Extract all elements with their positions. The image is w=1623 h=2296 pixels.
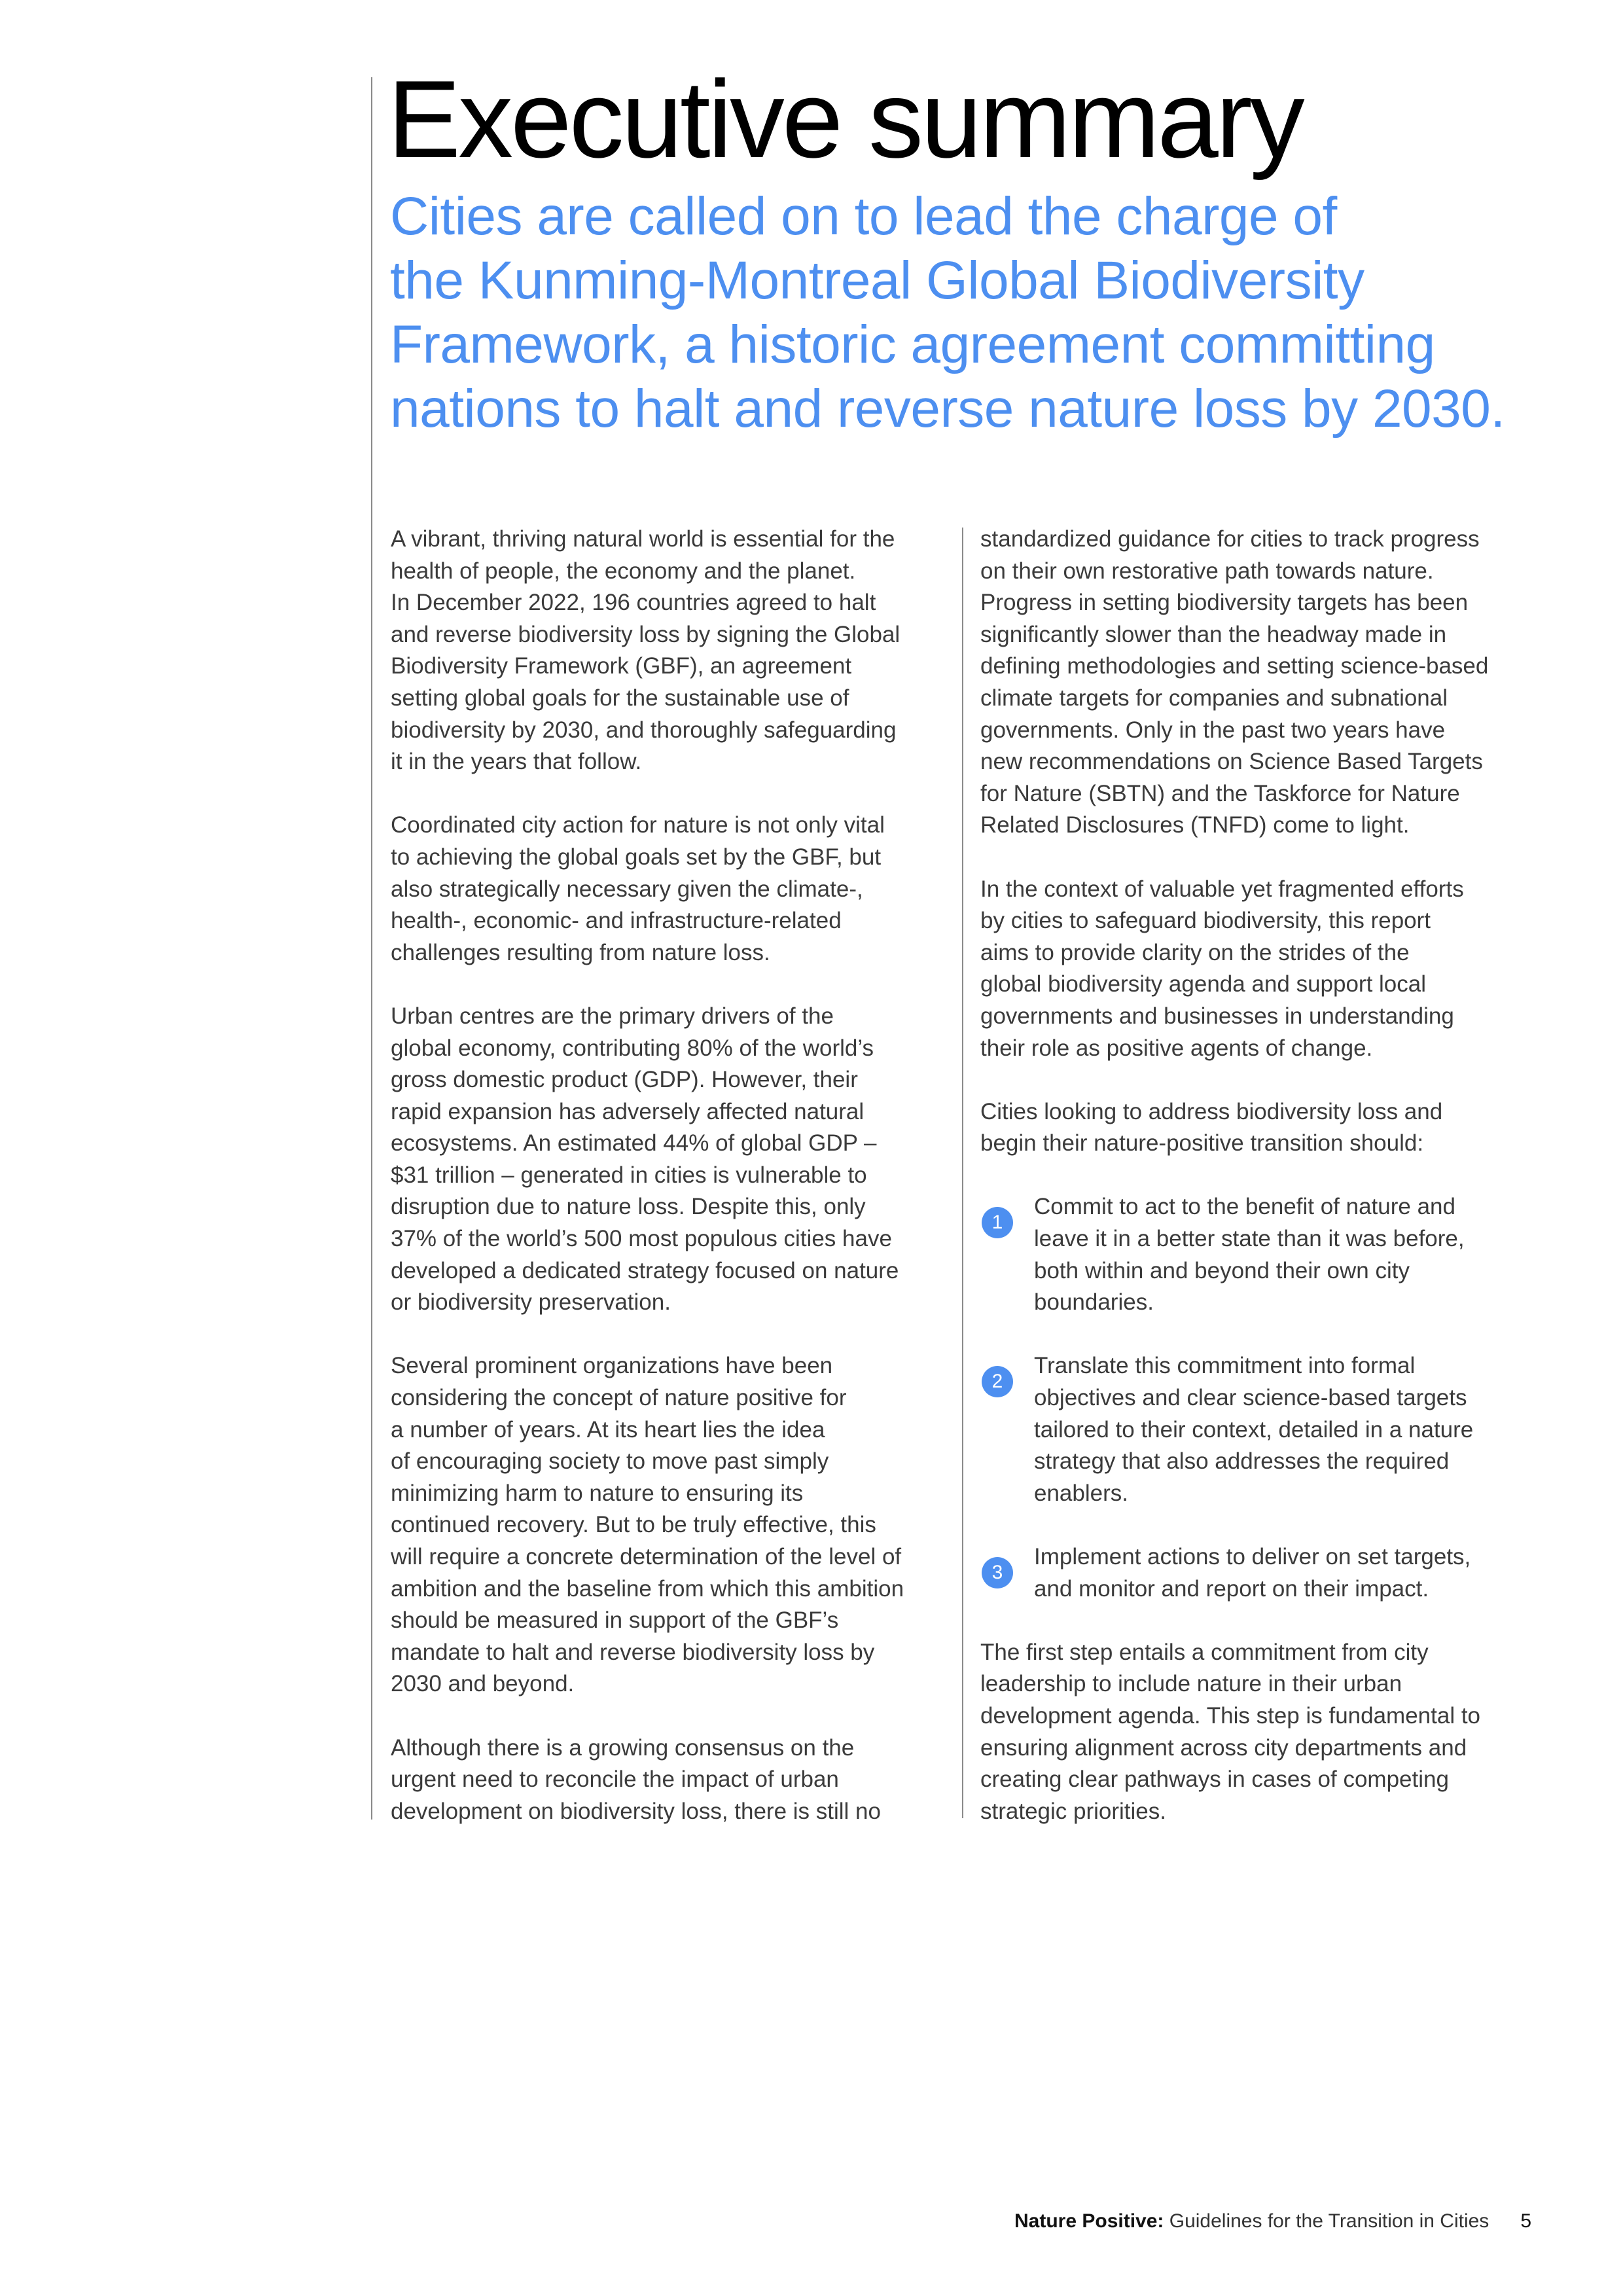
paragraph-line: health of people, the economy and the planet. bbox=[391, 558, 856, 584]
paragraph-line: minimizing harm to nature to ensuring its bbox=[391, 1480, 804, 1506]
paragraph-line: aims to provide clarity on the strides of the bbox=[980, 939, 1410, 965]
step-line: Commit to act to the benefit of nature and bbox=[1034, 1194, 1455, 1220]
paragraph-line: developed a dedicated strategy focused on nature bbox=[391, 1257, 899, 1283]
footer-subtitle: Guidelines for the Transition in Cities bbox=[1164, 2210, 1489, 2232]
paragraph-line: $31 trillion – generated in cities is vulnerable to bbox=[391, 1162, 867, 1188]
vertical-rule-column-divider bbox=[962, 528, 963, 1818]
paragraph-line: considering the concept of nature positive for bbox=[391, 1385, 847, 1411]
paragraph-line: A vibrant, thriving natural world is essential for the bbox=[391, 526, 895, 552]
paragraph-line: also strategically necessary given the climate-, bbox=[391, 876, 863, 902]
paragraph-line: 37% of the world’s 500 most populous cities have bbox=[391, 1226, 892, 1252]
paragraph-line: 2030 and beyond. bbox=[391, 1671, 575, 1697]
paragraph-line: strategic priorities. bbox=[980, 1798, 1166, 1824]
paragraph-line: Related Disclosures (TNFD) come to light. bbox=[980, 812, 1410, 838]
paragraph-line: Coordinated city action for nature is not only vital bbox=[391, 812, 885, 838]
step-line: and monitor and report on their impact. bbox=[1034, 1575, 1429, 1602]
body-paragraph bbox=[980, 874, 1556, 1065]
paragraph-line: their role as positive agents of change. bbox=[980, 1035, 1373, 1061]
paragraph-line: mandate to halt and reverse biodiversity loss by bbox=[391, 1639, 875, 1665]
page-title: Executive summary bbox=[387, 58, 1302, 181]
paragraph-line: urgent need to reconcile the impact of urban bbox=[391, 1767, 839, 1793]
paragraph-line: ecosystems. An estimated 44% of global GDP – bbox=[391, 1130, 877, 1157]
paragraph-line: will require a concrete determination of the level of bbox=[391, 1544, 902, 1570]
paragraph-line: Several prominent organizations have been bbox=[391, 1353, 833, 1379]
paragraph-line: continued recovery. But to be truly effective, this bbox=[391, 1512, 876, 1538]
subtitle-line: nations to halt and reverse nature loss by 2030. bbox=[390, 379, 1505, 439]
paragraph-line: ambition and the baseline from which this ambition bbox=[391, 1575, 904, 1602]
paragraph-line: and reverse biodiversity loss by signing the Global bbox=[391, 621, 901, 647]
paragraph-line: In December 2022, 196 countries agreed to halt bbox=[391, 590, 876, 616]
paragraph-line: development on biodiversity loss, there is still no bbox=[391, 1798, 881, 1824]
body-paragraph bbox=[980, 1096, 1556, 1160]
paragraph-line: governments and businesses in understanding bbox=[980, 1003, 1454, 1029]
paragraph-line: global biodiversity agenda and support local bbox=[980, 971, 1427, 997]
step-number-badge: 3 bbox=[982, 1557, 1013, 1588]
paragraph-line: The first step entails a commitment from city bbox=[980, 1639, 1429, 1665]
paragraph-line: disruption due to nature loss. Despite this, only bbox=[391, 1194, 866, 1220]
paragraph-line: ensuring alignment across city departments and bbox=[980, 1734, 1467, 1761]
right-text-column bbox=[980, 524, 1556, 1859]
paragraph-line: it in the years that follow. bbox=[391, 749, 642, 775]
paragraph-line: gross domestic product (GDP). However, their bbox=[391, 1067, 858, 1093]
step-number-badge: 2 bbox=[982, 1366, 1013, 1397]
body-paragraph bbox=[391, 1001, 960, 1319]
vertical-rule-left bbox=[371, 77, 372, 1820]
step-line: Implement actions to deliver on set targets, bbox=[1034, 1544, 1471, 1570]
step-line: objectives and clear science-based targets bbox=[1034, 1385, 1467, 1411]
paragraph-line: Biodiversity Framework (GBF), an agreement bbox=[391, 653, 852, 679]
step-number-badge: 1 bbox=[982, 1207, 1013, 1238]
paragraph-line: on their own restorative path towards nature. bbox=[980, 558, 1434, 584]
step-line: boundaries. bbox=[1034, 1289, 1154, 1316]
step-line: Translate this commitment into formal bbox=[1034, 1353, 1416, 1379]
paragraph-line: begin their nature-positive transition should: bbox=[980, 1130, 1424, 1157]
paragraph-line: setting global goals for the sustainable use of bbox=[391, 685, 849, 711]
paragraph-line: climate targets for companies and subnational bbox=[980, 685, 1448, 711]
paragraph-line: challenges resulting from nature loss. bbox=[391, 939, 770, 965]
step-line: tailored to their context, detailed in a nature bbox=[1034, 1416, 1474, 1443]
step-item-3 bbox=[980, 1541, 1556, 1605]
paragraph-line: governments. Only in the past two years have bbox=[980, 717, 1446, 743]
paragraph-line: leadership to include nature in their urban bbox=[980, 1671, 1402, 1697]
body-paragraph bbox=[391, 1732, 960, 1828]
paragraph-line: biodiversity by 2030, and thoroughly safeguarding bbox=[391, 717, 897, 743]
footer-brand: Nature Positive: bbox=[1014, 2210, 1164, 2232]
step-line: enablers. bbox=[1034, 1480, 1128, 1506]
left-text-column bbox=[391, 524, 960, 1859]
step-line: strategy that also addresses the required bbox=[1034, 1448, 1450, 1475]
page-number: 5 bbox=[1520, 2210, 1531, 2232]
paragraph-line: development agenda. This step is fundamental to bbox=[980, 1702, 1481, 1729]
step-line: leave it in a better state than it was before, bbox=[1034, 1226, 1465, 1252]
body-paragraph bbox=[980, 524, 1556, 842]
body-paragraph bbox=[391, 1350, 960, 1700]
paragraph-line: global economy, contributing 80% of the world’s bbox=[391, 1035, 874, 1061]
paragraph-line: Although there is a growing consensus on the bbox=[391, 1734, 855, 1761]
paragraph-line: by cities to safeguard biodiversity, this report bbox=[980, 908, 1431, 934]
paragraph-line: Cities looking to address biodiversity loss and bbox=[980, 1098, 1443, 1124]
subtitle-lead bbox=[390, 185, 1568, 441]
page-footer bbox=[1014, 2210, 1531, 2233]
paragraph-line: Progress in setting biodiversity targets has been bbox=[980, 590, 1469, 616]
paragraph-line: to achieving the global goals set by the GBF, but bbox=[391, 844, 882, 870]
subtitle-line: Cities are called on to lead the charge of bbox=[390, 187, 1337, 246]
body-paragraph bbox=[391, 524, 960, 778]
paragraph-line: defining methodologies and setting science-based bbox=[980, 653, 1489, 679]
paragraph-line: or biodiversity preservation. bbox=[391, 1289, 671, 1316]
paragraph-line: significantly slower than the headway made in bbox=[980, 621, 1447, 647]
step-line: both within and beyond their own city bbox=[1034, 1257, 1410, 1283]
paragraph-line: Urban centres are the primary drivers of the bbox=[391, 1003, 834, 1029]
subtitle-line: Framework, a historic agreement committing bbox=[390, 315, 1435, 374]
paragraph-line: standardized guidance for cities to track progress bbox=[980, 526, 1480, 552]
paragraph-line: should be measured in support of the GBF’s bbox=[391, 1607, 839, 1634]
body-paragraph bbox=[391, 810, 960, 969]
paragraph-line: new recommendations on Science Based Targets bbox=[980, 749, 1483, 775]
paragraph-line: a number of years. At its heart lies the idea bbox=[391, 1416, 825, 1443]
paragraph-line: creating clear pathways in cases of competing bbox=[980, 1767, 1449, 1793]
body-paragraph bbox=[980, 1637, 1556, 1828]
step-item-2 bbox=[980, 1350, 1556, 1509]
paragraph-line: rapid expansion has adversely affected natural bbox=[391, 1098, 865, 1124]
paragraph-line: In the context of valuable yet fragmented efforts bbox=[980, 876, 1464, 902]
step-item-1 bbox=[980, 1191, 1556, 1318]
paragraph-line: of encouraging society to move past simply bbox=[391, 1448, 829, 1475]
paragraph-line: for Nature (SBTN) and the Taskforce for Nature bbox=[980, 780, 1460, 806]
paragraph-line: health-, economic- and infrastructure-related bbox=[391, 908, 842, 934]
subtitle-line: the Kunming-Montreal Global Biodiversity bbox=[390, 251, 1364, 310]
